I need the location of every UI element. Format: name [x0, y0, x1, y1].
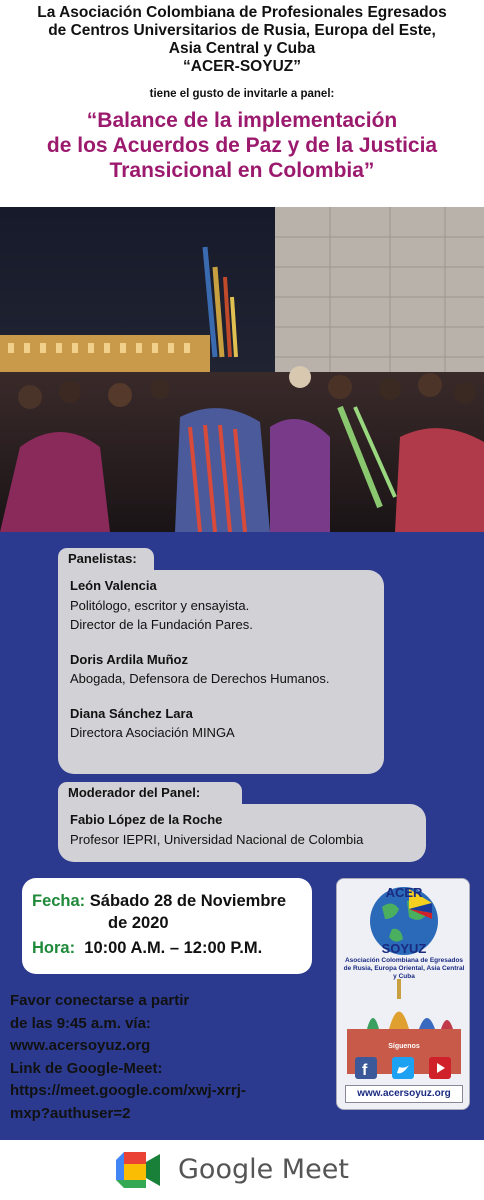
moderator-tab: Moderador del Panel:	[58, 782, 242, 804]
panelist-name: León Valencia	[70, 578, 157, 593]
follow-label: Síguenos	[388, 1043, 420, 1050]
hora-value: 10:00 A.M. – 12:00 P.M.	[84, 939, 263, 957]
title-line: “Balance de la implementación	[86, 109, 398, 132]
panelist-role: Politólogo, escritor y ensayista.	[70, 597, 250, 613]
invite-text: tiene el gusto de invitarle a panel:	[149, 88, 335, 100]
hora-label: Hora:	[32, 939, 76, 957]
acer-soyuz-card	[336, 878, 470, 1110]
info-line: de las 9:45 a.m. vía:	[10, 1014, 151, 1032]
title-line: de los Acuerdos de Paz y de la Justicia	[46, 134, 438, 157]
panelist-role: Abogada, Defensora de Derechos Humanos.	[70, 671, 330, 686]
panelist-name: Doris Ardila Muñoz	[70, 651, 188, 667]
panelists-tab: Panelistas:	[58, 548, 154, 570]
soyuz-label: SOYUZ	[381, 941, 427, 956]
google-meet-footer	[0, 1140, 484, 1200]
fecha-value-cont: de 2020	[108, 914, 169, 932]
svg-text:f: f	[362, 1062, 368, 1079]
title-line: Transicional en Colombia”	[109, 159, 375, 182]
moderator-role: Profesor IEPRI, Universidad Nacional de Colombia	[70, 831, 364, 847]
card-url[interactable]: www.acersoyuz.org	[345, 1085, 463, 1103]
panelist-role: Directora Asociación MINGA	[70, 725, 235, 740]
moderator-name: Fabio López de la Roche	[70, 812, 223, 827]
panelist-role: Director de la Fundación Pares.	[70, 617, 253, 632]
org-line: “ACER-SOYUZ”	[183, 58, 301, 75]
acer-label: ACER	[385, 885, 423, 900]
fecha-value: Sábado 28 de Noviembre	[89, 892, 287, 910]
connection-info	[10, 990, 330, 1125]
moderator-panel	[58, 804, 426, 862]
website-link[interactable]: www.acersoyuz.org	[10, 1037, 151, 1054]
google-meet-label: Google Meet	[178, 1154, 349, 1185]
org-line: de Centros Universitarios de Rusia, Europa del Este,	[48, 22, 436, 39]
desc-line: Asociación Colombiana de Egresados	[344, 957, 464, 964]
google-meet-icon	[116, 1150, 162, 1190]
meet-link-cont[interactable]: mxp?authuser=2	[10, 1104, 131, 1122]
panel-title	[0, 108, 484, 183]
panelists-panel	[58, 570, 384, 774]
desc-line: y Cuba	[393, 973, 415, 980]
panelist-name: Diana Sánchez Lara	[70, 705, 193, 721]
fecha-label: Fecha:	[32, 892, 86, 910]
event-date-box	[22, 878, 312, 974]
organization-name	[0, 0, 484, 76]
org-line: Asia Central y Cuba	[168, 40, 316, 57]
org-line: La Asociación Colombiana de Profesionales Egresados	[37, 4, 447, 21]
info-line: Link de Google-Meet:	[10, 1059, 163, 1077]
card-description	[341, 957, 467, 981]
header	[0, 0, 484, 207]
info-line: Favor conectarse a partir	[10, 992, 190, 1009]
event-photo	[0, 207, 484, 532]
desc-line: de Rusia, Europa Oriental, Asia Central	[343, 965, 465, 972]
meet-link[interactable]: https://meet.google.com/xwj-xrrj-	[10, 1082, 246, 1099]
